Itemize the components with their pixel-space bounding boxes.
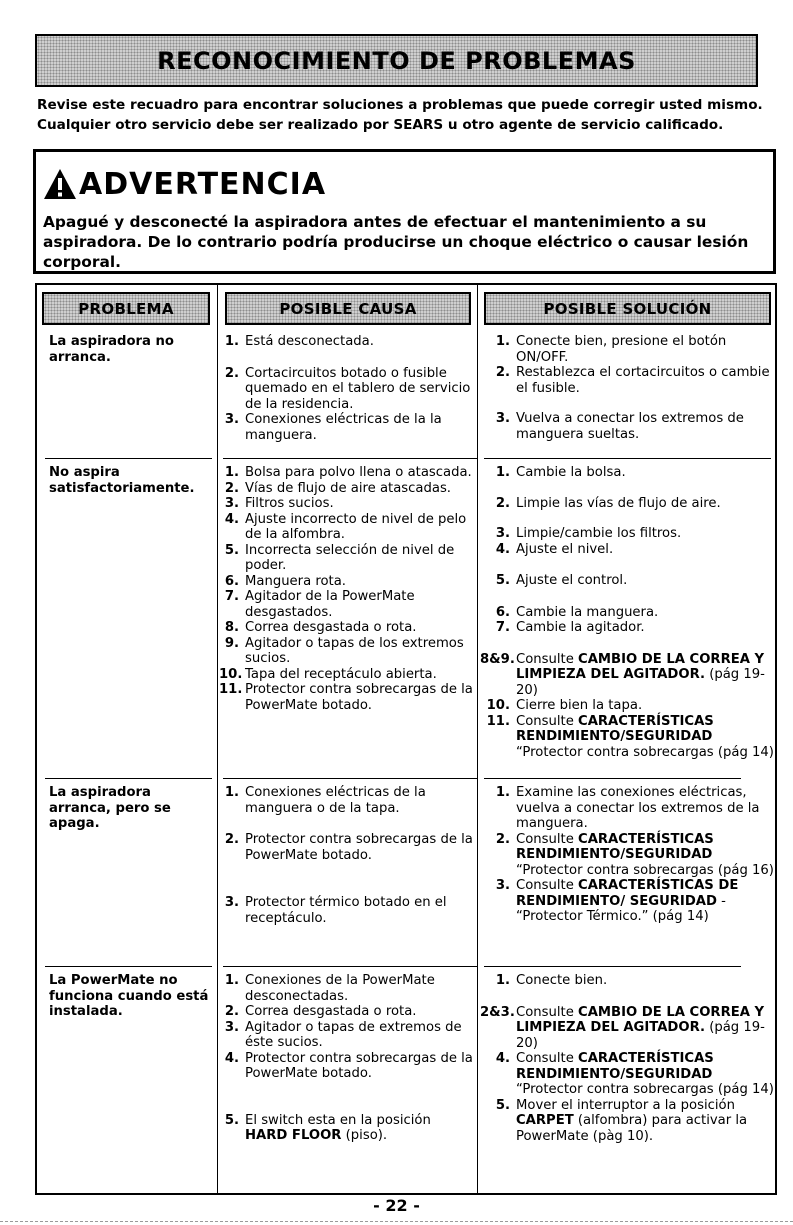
list-item: 7. Agitador de la PowerMate desgastados.	[224, 589, 415, 620]
row-divider	[223, 778, 477, 779]
row-divider	[484, 966, 741, 967]
list-item: 11. Consulte CARACTERÍSTICAS RENDIMIENTO/SEGURIDAD “Protector contra sobrecargas (pág 14).	[486, 713, 779, 760]
list-item: 4. Ajuste el nivel.	[495, 541, 614, 557]
page-title-banner	[35, 34, 758, 87]
page-bottom-rule	[0, 1221, 793, 1222]
list-item: 2. Protector contra sobrecargas de la PowerMate botado.	[224, 832, 473, 863]
problem-1: La aspiradora no arranca.	[49, 334, 174, 365]
list-item: 1. Conexiones de la PowerMate desconectadas.	[224, 973, 435, 1004]
list-item: 4. Consulte CARACTERÍSTICAS RENDIMIENTO/SEGURIDAD “Protector contra sobrecargas (pág 14).	[495, 1051, 779, 1097]
row-divider	[484, 458, 771, 459]
list-item: 1. Bolsa para polvo llena o atascada.	[224, 465, 472, 480]
warning-heading: ADVERTENCIA	[79, 166, 327, 202]
warning-heading-row	[43, 162, 773, 206]
list-item: 1. Conecte bien, presione el botón ON/OFF.	[495, 334, 727, 365]
problem-4: La PowerMate no funciona cuando está instalada.	[49, 973, 209, 1019]
troubleshooting-table	[35, 283, 777, 1195]
list-item: 3. Agitador o tapas de extremos de éste sucios.	[224, 1019, 462, 1050]
intro-line-1: Revise este recuadro para encontrar soluciones a problemas que puede corregir usted mismo.	[37, 97, 763, 113]
list-item: 11. Protector contra sobrecargas de la PowerMate botado.	[219, 682, 473, 713]
list-item: 1. Cambie la bolsa.	[495, 465, 626, 480]
list-item: 3. Consulte CARACTERÍSTICAS DE RENDIMIENTO/ SEGURIDAD - “Protector Térmico.” (pág 14)	[495, 878, 739, 924]
solutions-2	[480, 465, 780, 760]
list-item: 3. Conexiones eléctricas de la la manguera.	[224, 412, 442, 443]
list-item: 8&9. Consulte CAMBIO DE LA CORREA Y LIMPIEZA DEL AGITADOR. (pág 19-20)	[480, 651, 765, 698]
list-item: 3. Vuelva a conectar los extremos de manguera sueltas.	[495, 411, 744, 442]
row-divider	[45, 458, 212, 459]
list-item: 4. Ajuste incorrecto de nivel de pelo de la alfombra.	[224, 511, 467, 542]
intro-line-2: Cualquier otro servicio debe ser realizado por SEARS u otro agente de servicio calificado.	[37, 117, 724, 133]
list-item: 2. Consulte CARACTERÍSTICAS RENDIMIENTO/SEGURIDAD “Protector contra sobrecargas (pág 16).	[495, 831, 779, 878]
row-divider	[223, 966, 477, 967]
list-item: 2. Restablezca el cortacircuitos o cambie el fusible.	[495, 365, 770, 396]
column-divider	[477, 285, 478, 1193]
list-item: 1. Conexiones eléctricas de la manguera o de la tapa.	[224, 785, 426, 816]
list-item: 1. Examine las conexiones eléctricas, vuelva a conectar los extremos de la manguera.	[495, 785, 760, 831]
list-item: 3. Protector térmico botado en el receptáculo.	[224, 895, 447, 926]
problem-2: No aspira satisfactoriamente.	[49, 465, 195, 496]
row-divider	[45, 778, 212, 779]
list-item: 8. Correa desgastada o rota.	[224, 620, 417, 635]
list-item: 5. El switch esta en la posición HARD FLOOR (piso).	[224, 1112, 431, 1143]
list-item: 10. Tapa del receptáculo abierta.	[219, 666, 437, 682]
header-problem: PROBLEMA	[42, 292, 210, 325]
intro-text	[37, 95, 777, 135]
header-solution: POSIBLE SOLUCIÓN	[484, 292, 771, 325]
list-item: 1. Conecte bien.	[495, 973, 608, 988]
list-item: 5. Incorrecta selección de nivel de poder.	[224, 542, 455, 573]
causes-1	[219, 334, 477, 443]
row-divider	[223, 458, 477, 459]
list-item: 5. Mover el interruptor a la posición CARPET (alfombra) para activar la PowerMate (pàg 10).	[495, 1097, 748, 1144]
solutions-3	[480, 785, 780, 925]
list-item: 9. Agitador o tapas de los extremos sucios.	[224, 635, 464, 666]
row-divider	[484, 778, 741, 779]
list-item: 4. Protector contra sobrecargas de la PowerMate botado.	[224, 1050, 473, 1081]
list-item: 7. Cambie la agitador.	[495, 620, 645, 635]
warning-triangle-icon	[43, 168, 77, 200]
header-cause: POSIBLE CAUSA	[225, 292, 471, 325]
solutions-4	[480, 973, 780, 1144]
list-item: 2. Limpie las vías de flujo de aire.	[495, 495, 721, 511]
list-item: 3. Limpie/cambie los filtros.	[495, 526, 682, 541]
list-item: 2. Correa desgastada o rota.	[224, 1004, 417, 1019]
list-item: 2&3. Consulte CAMBIO DE LA CORREA Y LIMPIEZA DEL AGITADOR. (pág 19-20)	[480, 1004, 765, 1051]
warning-text: Apagué y desconecté la aspiradora antes de efectuar el mantenimiento a su aspiradora. De lo contrario podría producirse un choque eléctrico o causar lesión corporal.	[43, 213, 749, 271]
list-item: 2. Vías de flujo de aire atascadas.	[224, 480, 452, 496]
page-title: RECONOCIMIENTO DE PROBLEMAS	[157, 46, 636, 75]
problem-3: La aspiradora arranca, pero se apaga.	[49, 785, 171, 831]
solutions-1	[480, 334, 780, 442]
list-item: 5. Ajuste el control.	[495, 573, 628, 588]
list-item: 6. Cambie la manguera.	[495, 604, 659, 620]
list-item: 6. Manguera rota.	[224, 573, 346, 589]
column-divider	[217, 285, 218, 1193]
list-item: 10. Cierre bien la tapa.	[486, 698, 643, 713]
causes-2	[219, 465, 477, 713]
causes-3	[219, 785, 477, 926]
list-item: 1. Está desconectada.	[224, 334, 374, 349]
list-item: 2. Cortacircuitos botado o fusible quemado en el tablero de servicio de la residencia.	[224, 365, 471, 412]
warning-box	[33, 149, 776, 274]
page-number: - 22 -	[373, 1196, 420, 1215]
causes-4	[219, 973, 477, 1144]
row-divider	[45, 966, 212, 967]
list-item: 3. Filtros sucios.	[224, 496, 334, 511]
